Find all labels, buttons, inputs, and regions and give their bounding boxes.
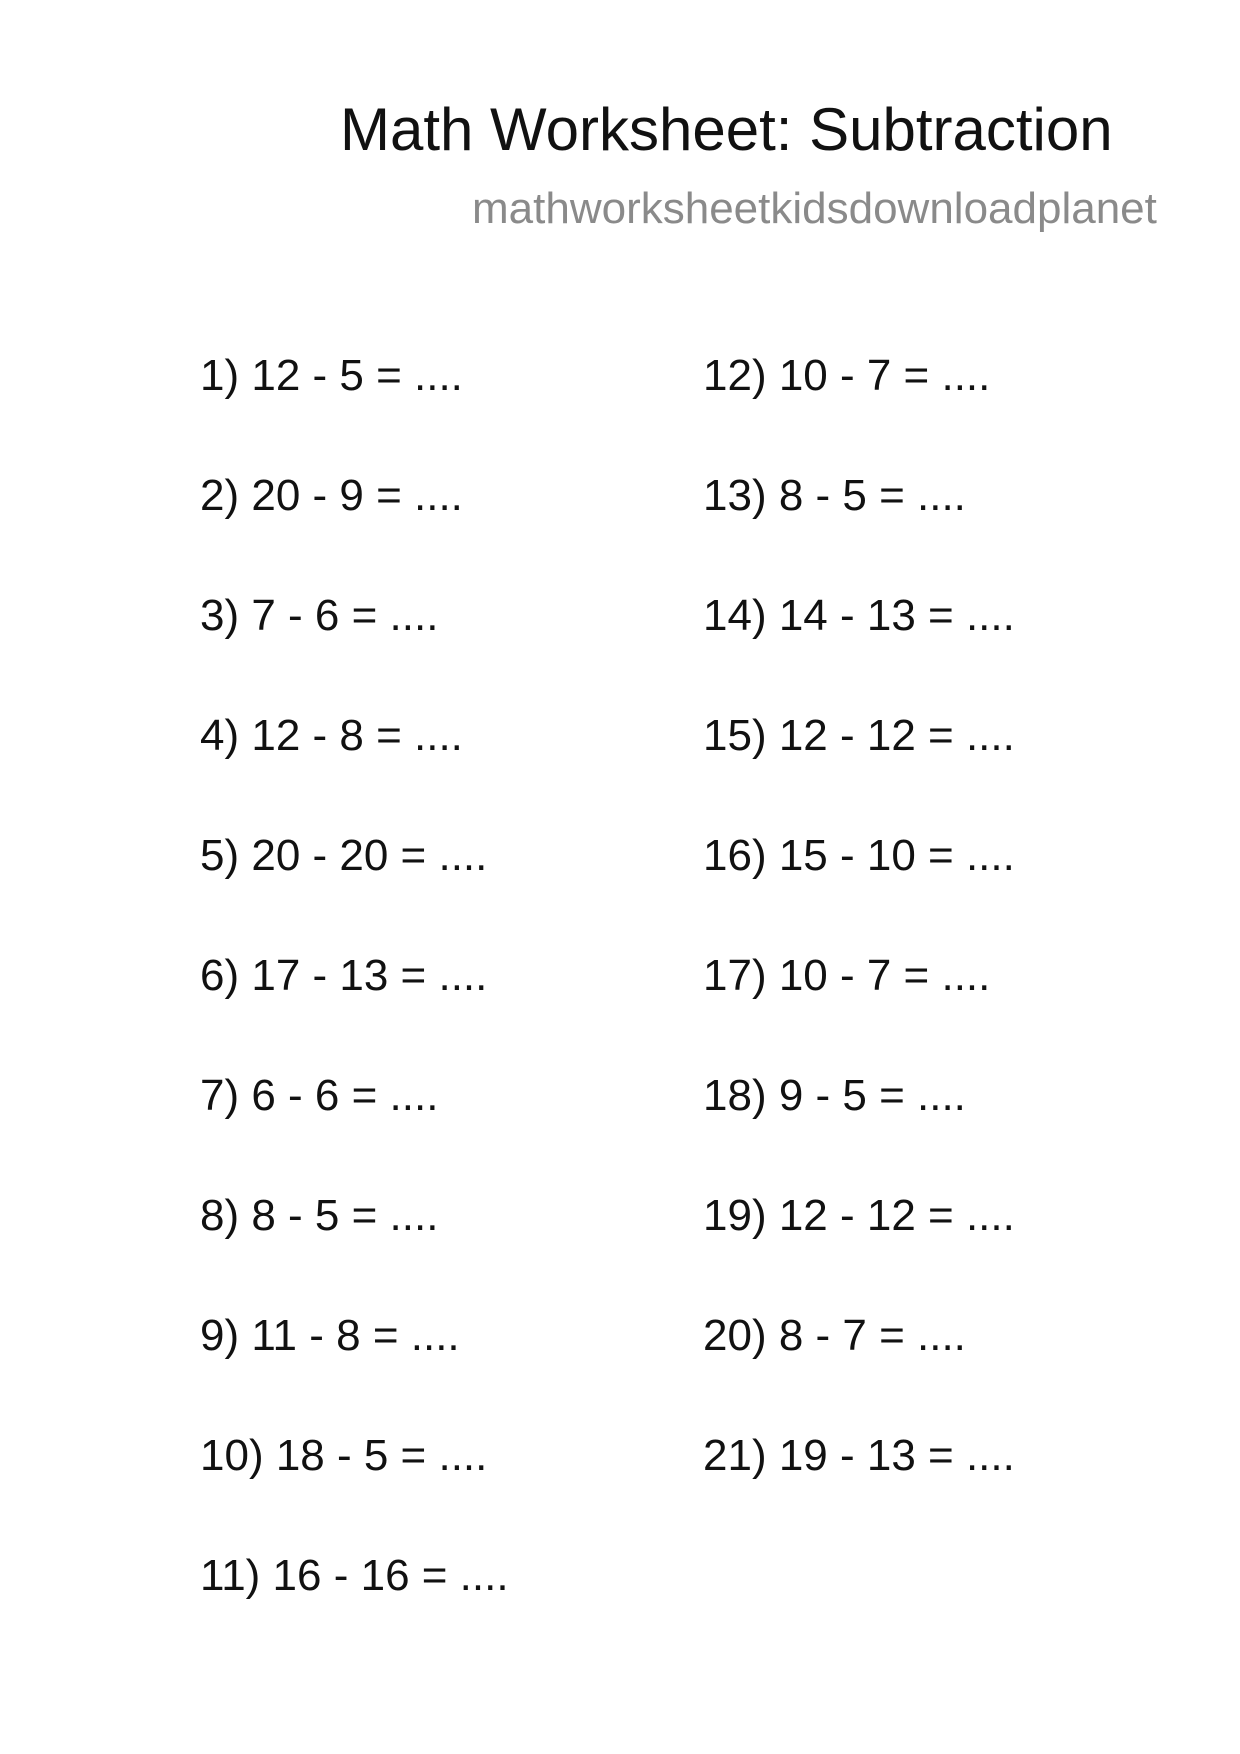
problem-item: 8) 8 - 5 = .... (200, 1191, 439, 1240)
problem-item: 12) 10 - 7 = .... (703, 351, 991, 400)
problem-item: 16) 15 - 10 = .... (703, 831, 1015, 880)
problem-item: 7) 6 - 6 = .... (200, 1071, 439, 1120)
problem-item: 19) 12 - 12 = .... (703, 1191, 1015, 1240)
problem-item: 2) 20 - 9 = .... (200, 471, 463, 520)
problem-item: 21) 19 - 13 = .... (703, 1431, 1015, 1480)
page-title: Math Worksheet: Subtraction (340, 96, 1113, 163)
problem-item: 5) 20 - 20 = .... (200, 831, 488, 880)
problem-item: 1) 12 - 5 = .... (200, 351, 463, 400)
problem-item: 3) 7 - 6 = .... (200, 591, 439, 640)
problems-column-right (703, 350, 1015, 1550)
problem-item: 20) 8 - 7 = .... (703, 1311, 966, 1360)
problem-item: 11) 16 - 16 = .... (200, 1551, 509, 1600)
problem-item: 9) 11 - 8 = .... (200, 1311, 460, 1360)
problem-item: 14) 14 - 13 = .... (703, 591, 1015, 640)
problem-item: 10) 18 - 5 = .... (200, 1431, 488, 1480)
problems-column-left (200, 350, 509, 1670)
problem-item: 6) 17 - 13 = .... (200, 951, 488, 1000)
site-name: mathworksheetkidsdownloadplanet (472, 184, 1157, 233)
problem-item: 15) 12 - 12 = .... (703, 711, 1015, 760)
problem-item: 13) 8 - 5 = .... (703, 471, 966, 520)
problem-item: 4) 12 - 8 = .... (200, 711, 463, 760)
problem-item: 18) 9 - 5 = .... (703, 1071, 966, 1120)
problem-item: 17) 10 - 7 = .... (703, 951, 991, 1000)
